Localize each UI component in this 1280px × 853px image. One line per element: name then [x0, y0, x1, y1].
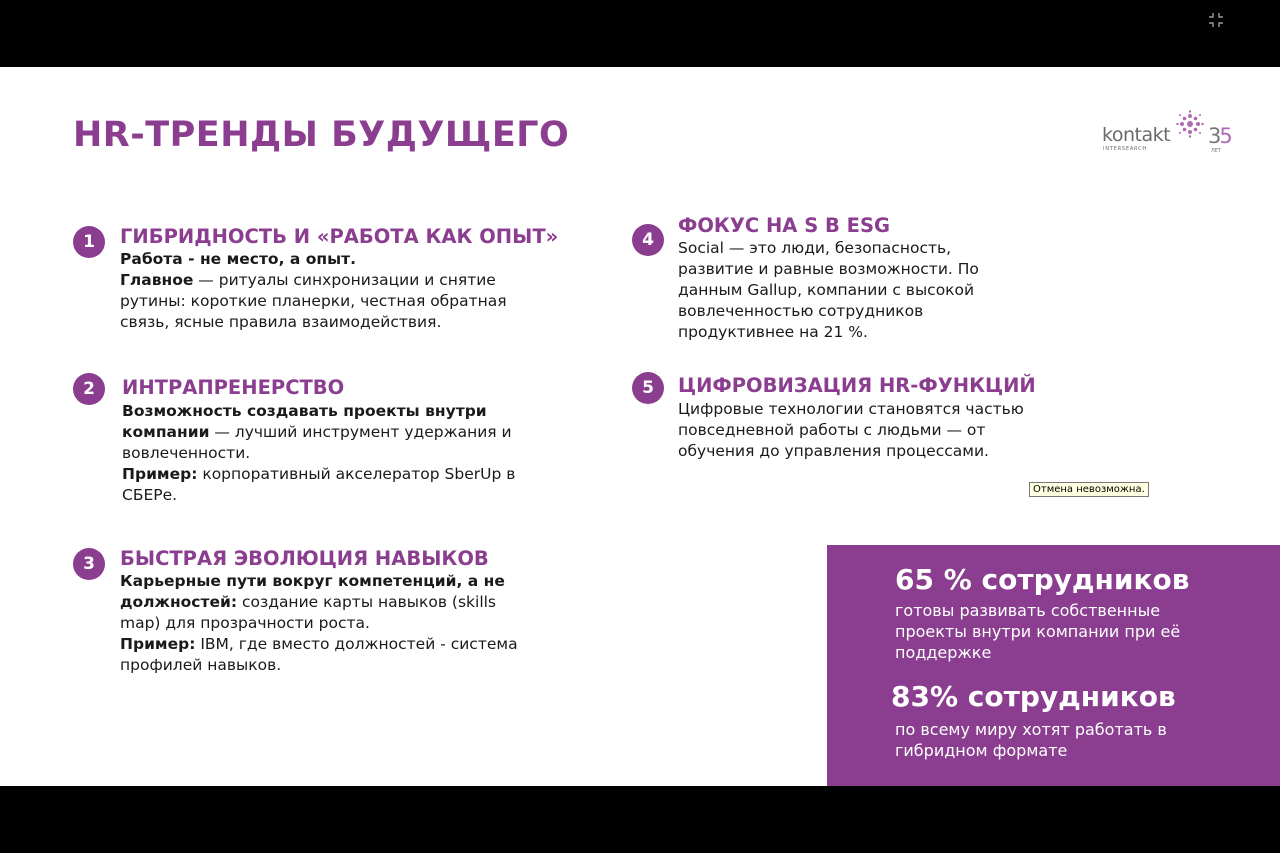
- logo-anniversary-label: ЛЕТ: [1211, 148, 1221, 154]
- stat-description: по всему миру хотят работать в гибридном формате: [895, 720, 1167, 760]
- trend-number-badge: 3: [73, 548, 105, 580]
- stat-value: 83% сотрудников: [891, 680, 1176, 713]
- presentation-slide: [0, 67, 1280, 786]
- trend-body: Social — это люди, безопасность, развитие и равные возможности. По данным Gallup, компании с высокой вовлеченностью сотрудников продуктивнее на 21 %.: [678, 239, 979, 341]
- logo-anniversary-digit-3: 3: [1208, 124, 1220, 148]
- stat-value: 65 % сотрудников: [895, 563, 1190, 596]
- trend-number-badge: 2: [73, 373, 105, 405]
- trend-body: [120, 571, 520, 676]
- trend-text: — ритуалы синхронизации и снятие рутины: короткие планерки, честная обратная связь, ясные правила взаимодействия.: [120, 271, 507, 331]
- logo-anniversary-digit-5: 5: [1219, 124, 1231, 148]
- trend-example-text: IBM, где вместо должностей - система профилей навыков.: [120, 635, 518, 674]
- trend-body: Цифровые технологии становятся частью повседневной работы с людьми — от обучения до управления процессами.: [678, 400, 1024, 460]
- trend-lead: Карьерные пути вокруг компетенций, а не должностей:: [120, 572, 505, 611]
- logo-dots-icon: [1176, 110, 1204, 138]
- stats-panel: [827, 545, 1280, 786]
- logo-text: kontakt: [1102, 124, 1171, 146]
- bottom-black-bar: [0, 786, 1280, 853]
- trend-text: создание карты навыков (skills map) для прозрачности роста.: [120, 593, 497, 632]
- trend-title: ГИБРИДНОСТЬ И «РАБОТА КАК ОПЫТ»: [120, 225, 559, 248]
- trend-text: — лучший инструмент удержания и вовлеченности.: [122, 423, 512, 462]
- trend-body: [120, 249, 540, 333]
- trend-example-label: Пример:: [122, 465, 198, 483]
- kontakt-logo: [1100, 110, 1240, 154]
- top-black-bar: [0, 0, 1280, 67]
- trend-title: ЦИФРОВИЗАЦИЯ HR-ФУНКЦИЙ: [678, 374, 1036, 397]
- tooltip-undo-impossible: Отмена невозможна.: [1029, 482, 1149, 497]
- exit-fullscreen-button[interactable]: [1206, 10, 1226, 30]
- trend-body: [122, 401, 522, 506]
- stat-description: готовы развивать собственные проекты внутри компании при её поддержке: [895, 601, 1181, 662]
- trend-highlight: Работа - не место, а опыт.: [120, 250, 356, 268]
- trend-example-label: Пример:: [120, 635, 196, 653]
- trend-title: ФОКУС НА S В ESG: [678, 214, 891, 237]
- trend-title: БЫСТРАЯ ЭВОЛЮЦИЯ НАВЫКОВ: [120, 547, 489, 570]
- trend-number-badge: 1: [73, 226, 105, 258]
- trend-number-badge: 4: [632, 224, 664, 256]
- logo-anniversary: [1208, 124, 1231, 148]
- trend-lead: Возможность создавать проекты внутри компании: [122, 402, 487, 441]
- exit-fullscreen-icon: [1208, 12, 1224, 28]
- trend-title: ИНТРАПРЕНЕРСТВО: [122, 376, 345, 399]
- trend-number-badge: 5: [632, 372, 664, 404]
- trend-lead: Главное: [120, 271, 194, 289]
- logo-subtext: INTERSEARCH: [1103, 146, 1147, 152]
- trend-example-text: корпоративный акселератор SberUp в СБЕРе.: [122, 465, 516, 504]
- slide-title: HR-ТРЕНДЫ БУДУЩЕГО: [73, 115, 570, 155]
